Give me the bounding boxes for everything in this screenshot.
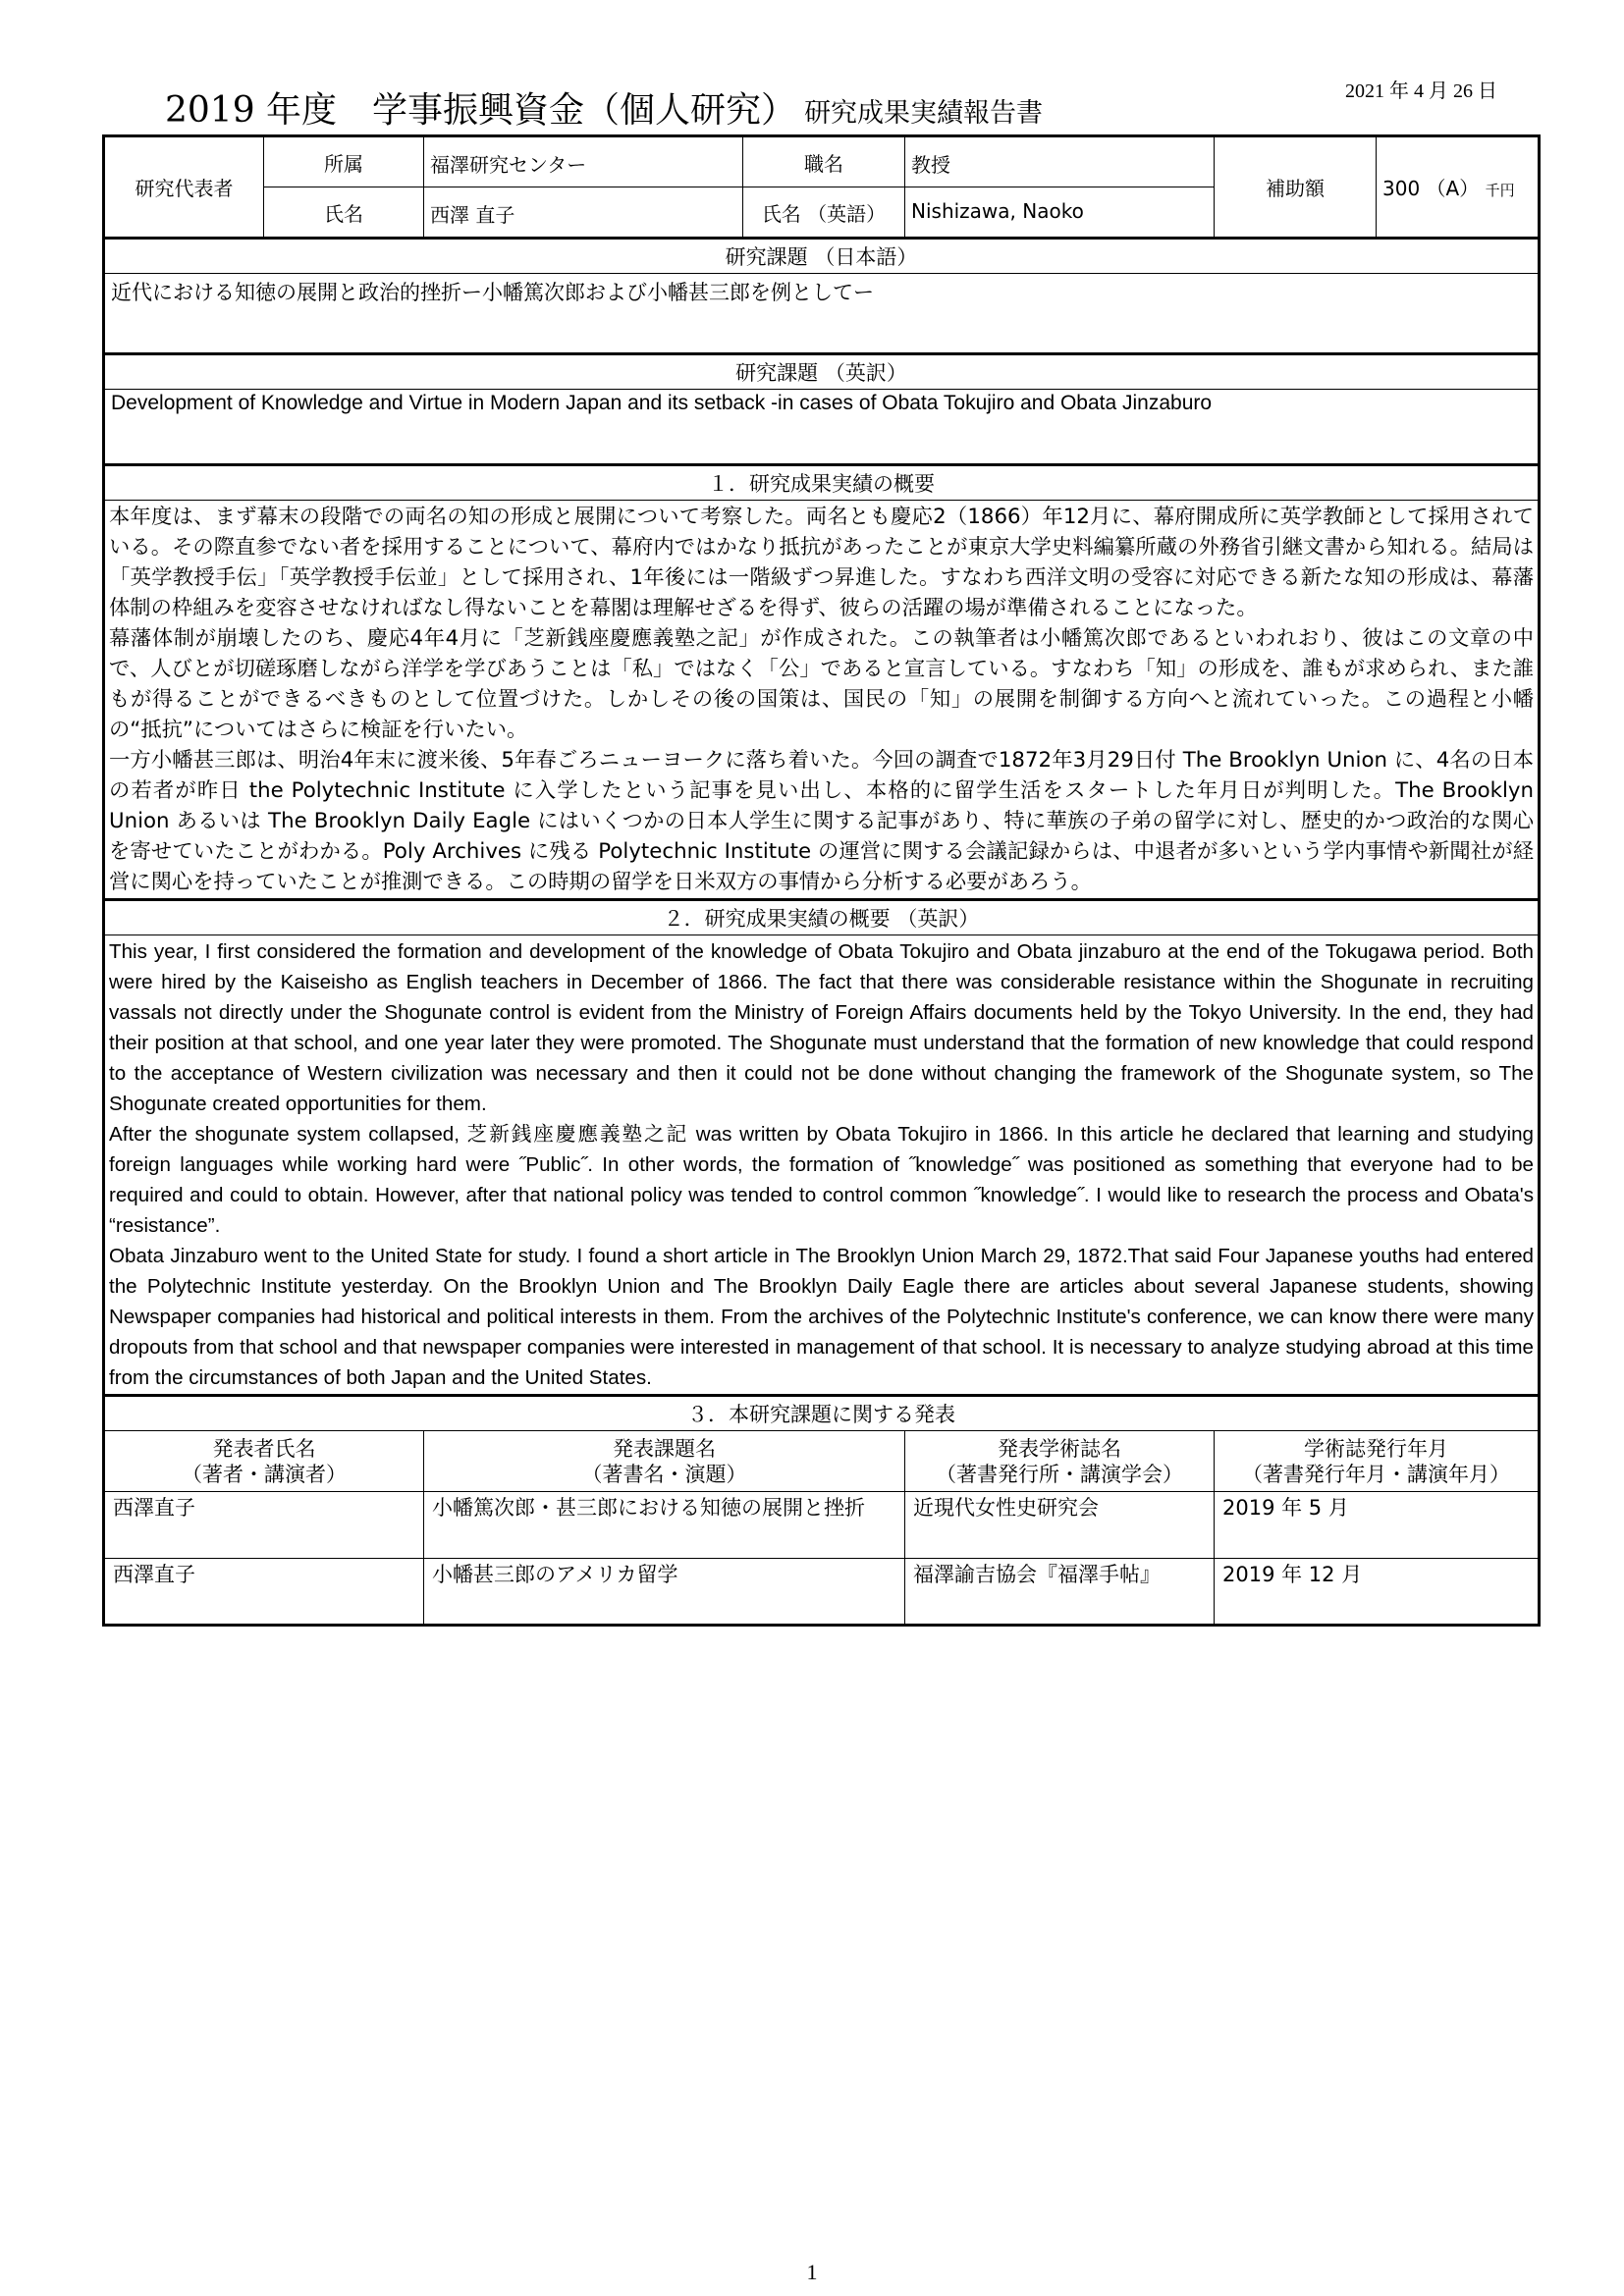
grant-label: 補助額 bbox=[1215, 136, 1377, 239]
col-title-line1: 発表課題名 bbox=[613, 1436, 716, 1461]
table-row bbox=[104, 1559, 1540, 1626]
name-en-label: 氏名 （英語） bbox=[743, 187, 905, 239]
col-venue-header bbox=[905, 1431, 1215, 1492]
pub-title: 小幡篤次郎・甚三郎における知徳の展開と挫折 bbox=[424, 1492, 905, 1559]
col-author-line2: （著者・講演者） bbox=[182, 1462, 347, 1486]
affiliation-label: 所属 bbox=[264, 136, 424, 187]
report-date: 2021 年 4 月 26 日 bbox=[1345, 80, 1497, 102]
grant-value bbox=[1377, 136, 1540, 239]
pub-date: 2019 年 12 月 bbox=[1215, 1559, 1540, 1626]
table-row bbox=[104, 1492, 1540, 1559]
page-number: 1 bbox=[806, 2260, 818, 2284]
col-author-line1: 発表者氏名 bbox=[212, 1436, 316, 1461]
summary-en-paragraph: After the shogunate system collapsed, 芝新銭座慶應義塾之記 was written by Obata Tokujiro in 1866. In this article he declared that learning and studying foreign languages while working hard were ˝Public˝. In other words, the formation of ˝knowledge˝ was positioned as something that everyone had to be required and could to obtain. However, after that national policy was tended to control common ˝knowledge˝. I would like to research the process and Obata's “resistance”. bbox=[109, 1123, 1534, 1237]
summary-ja-body bbox=[104, 501, 1540, 900]
name-label: 氏名 bbox=[264, 187, 424, 239]
summary-en-header: ２．研究成果実績の概要 （英訳） bbox=[104, 900, 1540, 935]
grant-amount: 300 （A） bbox=[1382, 177, 1480, 200]
topic-ja-header: 研究課題 （日本語） bbox=[104, 239, 1540, 274]
summary-en-body bbox=[104, 935, 1540, 1396]
pub-venue: 近現代女性史研究会 bbox=[905, 1492, 1215, 1559]
col-venue-line2: （著書発行所・講演学会） bbox=[936, 1462, 1183, 1486]
publications-header: ３．本研究課題に関する発表 bbox=[104, 1396, 1540, 1431]
pub-date: 2019 年 5 月 bbox=[1215, 1492, 1540, 1559]
col-author-header bbox=[104, 1431, 424, 1492]
position-value: 教授 bbox=[905, 136, 1215, 187]
summary-ja-paragraph: 一方小幡甚三郎は、明治4年末に渡米後、5年春ごろニューヨークに落ち着いた。今回の調査で1872年3月29日付 The Brooklyn Union に、4名の日本の若者が昨日 the Polytechnic Institute に入学したという記事を見い出し、本格的に留学生活をスタートした年月日が判明した。The Brooklyn Union あるいは The Brooklyn Daily Eagle にはいくつかの日本人学生に関する記事があり、特に華族の子弟の留学に対し、歴史的かつ政治的な関心を寄せていたことがわかる。Poly Archives に残る Polytechnic Institute の運営に関する会議記録からは、中退者が多いという学内事情や新聞社が経営に関心を持っていたことが推測できる。この時期の留学を日米双方の事情から分析する必要があろう。 bbox=[109, 748, 1534, 894]
summary-ja-paragraph: 本年度は、まず幕末の段階での両名の知の形成と展開について考察した。両名とも慶応2（1866）年12月に、幕府開成所に英学教師として採用されている。その際直参でない者を採用することについて、幕府内ではかなり抵抗があったことが東京大学史料編纂所蔵の外務省引継文書から知れる。結局は「英学教授手伝」「英学教授手伝並」として採用され、1年後には一階級ずつ昇進した。すなわち西洋文明の受容に対応できる新たな知の形成は、幕藩体制の枠組みを変容させなければなし得ないことを幕閣は理解せざるを得ず、彼らの活躍の場が準備されることになった。 bbox=[109, 505, 1534, 620]
topic-en-header: 研究課題 （英訳） bbox=[104, 354, 1540, 390]
col-title-line2: （著書名・演題） bbox=[581, 1462, 747, 1486]
col-date-header bbox=[1215, 1431, 1540, 1492]
summary-ja-header: １．研究成果実績の概要 bbox=[104, 465, 1540, 501]
summary-en-paragraph: This year, I first considered the formation and development of the knowledge of Obata Tokujiro and Obata jinzaburo at the end of the Tokugawa period. Both were hired by the Kaiseisho as English teachers in December of 1866. The fact that there was considerable resistance within the Shogunate in recruiting vassals not directly under the Shogunate control is evident from the Ministry of Foreign Affairs documents held by the Tokyo University. In the end, they had their position at that school, and one year later they were promoted. The Shogunate must understand that the formation of new knowledge that could respond to the acceptance of Western civilization was necessary and then it could not be done without changing the framework of the Shogunate system, so The Shogunate created opportunities for them. bbox=[109, 940, 1534, 1115]
summary-en-paragraph: Obata Jinzaburo went to the United State for study. I found a short article in The Brooklyn Union March 29, 1872.That said Four Japanese youths had entered the Polytechnic Institute yesterday. On the Brooklyn Union and The Brooklyn Daily Eagle there are articles about several Japanese students, showing Newspaper companies had historical and political interests in them. From the archives of the Polytechnic Institute's conference, we can know there were many dropouts from that school and that newspaper companies were interested in management of that school. It is necessary to analyze studying abroad at this time from the circumstances of both Japan and the United States. bbox=[109, 1245, 1534, 1389]
pub-venue: 福澤諭吉協会『福澤手帖』 bbox=[905, 1559, 1215, 1626]
position-label: 職名 bbox=[743, 136, 905, 187]
summary-ja-paragraph: 幕藩体制が崩壊したのち、慶応4年4月に「芝新銭座慶應義塾之記」が作成された。この執筆者は小幡篤次郎であるといわれおり、彼はこの文章の中で、人びとが切磋琢磨しながら洋学を学びあうことは「私」ではなく「公」であると宣言している。すなわち「知」の形成を、誰もが求められ、また誰もが得ることができるべきものとして位置づけた。しかしその後の国策は、国民の「知」の展開を制御する方向へと流れていった。この過程と小幡の“抵抗”についてはさらに検証を行いたい。 bbox=[109, 626, 1534, 742]
col-title-header bbox=[424, 1431, 905, 1492]
page-title bbox=[165, 82, 1043, 133]
col-venue-line1: 発表学術誌名 bbox=[998, 1436, 1121, 1461]
name-value: 西澤 直子 bbox=[424, 187, 743, 239]
topic-ja-text: 近代における知徳の展開と政治的挫折ー小幡篤次郎および小幡甚三郎を例としてー bbox=[104, 274, 1540, 354]
title-main: 2019 年度 学事振興資金（個人研究） bbox=[165, 90, 797, 131]
name-en-value: Nishizawa, Naoko bbox=[905, 187, 1215, 239]
pub-title: 小幡甚三郎のアメリカ留学 bbox=[424, 1559, 905, 1626]
affiliation-value: 福澤研究センター bbox=[424, 136, 743, 187]
pub-author: 西澤直子 bbox=[104, 1492, 424, 1559]
rep-label: 研究代表者 bbox=[104, 136, 264, 239]
report-table bbox=[102, 134, 1541, 1627]
grant-unit: 千円 bbox=[1485, 182, 1515, 199]
topic-en-text: Development of Knowledge and Virtue in Modern Japan and its setback -in cases of Obata Tokujiro and Obata Jinzaburo bbox=[104, 390, 1540, 465]
col-date-line1: 学術誌発行年月 bbox=[1304, 1436, 1448, 1461]
col-date-line2: （著書発行年月・講演年月） bbox=[1242, 1462, 1510, 1486]
title-sub: 研究成果実績報告書 bbox=[804, 98, 1044, 129]
pub-author: 西澤直子 bbox=[104, 1559, 424, 1626]
